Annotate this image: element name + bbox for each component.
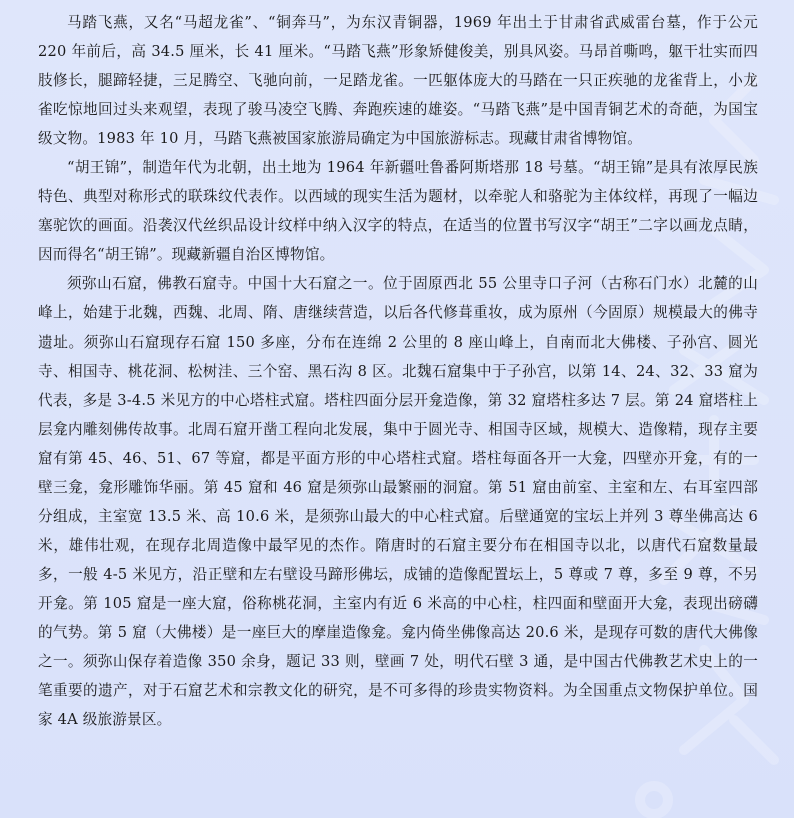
paragraph-horse-bronze: 马踏飞燕，又名“马超龙雀”、“铜奔马”，为东汉青铜器，1969 年出土于甘肃省武威雷台墓，作于公元 220 年前后，高 34.5 厘米，长 41 厘米。“马踏飞燕”形象矫健俊美，别具风姿。马昂首嘶鸣，躯干壮实而四肢修长，腿蹄轻捷，三足腾空、飞驰向前，一足踏龙雀。一匹躯体庞大的马踏在一只正疾驰的龙雀背上，小龙雀吃惊地回过头来观望，表现了骏马凌空飞腾、奔跑疾速的雄姿。“马踏飞燕”是中国青铜艺术的奇葩，为国宝级文物。1983 年 10 月，马踏飞燕被国家旅游局确定为中国旅游标志。现藏甘肃省博物馆。 [38, 14, 758, 148]
paragraph-xumishan-grottoes: 须弥山石窟，佛教石窟寺。中国十大石窟之一。位于固原西北 55 公里寺口子河（古称石门水）北麓的山峰上，始建于北魏，西魏、北周、隋、唐继续营造，以后各代修葺重妆，成为原州（今固原）规模最大的佛寺遗址。须弥山石窟现存石窟 150 多座，分布在连绵 2 公里的 8 座山峰上，自南而北大佛楼、子孙宫、圆光寺、相国寺、桃花洞、松树洼、三个窑、黑石沟 8 区。北魏石窟集中于子孙宫，以第 14、24、32、33 窟为代表，多是 3-4.5 米见方的中心塔柱式窟。塔柱四面分层开龛造像，第 32 窟塔柱多达 7 层。第 24 窟塔柱上层龛内雕刻佛传故事。北周石窟开凿工程向北发展，集中于圆光寺、相国寺区域，规模大、造像精，现存主要窟有第 45、46、51、67 等窟，都是平面方形的中心塔柱式窟。塔柱每面各开一大龛，四壁亦开龛，有的一壁三龛，龛形雕饰华丽。第 45 窟和 46 窟是须弥山最繁丽的洞窟。第 51 窟由前室、主室和左、右耳室四部分组成，主室宽 13.5 米、高 10.6 米，是须弥山最大的中心柱式窟。后壁通宽的宝坛上并列 3 尊坐佛高达 6 米，雄伟壮观，在现存北周造像中最罕见的杰作。隋唐时的石窟主要分布在相国寺以北，以唐代石窟数量最多，一般 4-5 米见方，沿正壁和左右壁设马蹄形佛坛，成铺的造像配置坛上，5 尊或 7 尊，多至 9 尊，不另开龛。第 105 窟是一座大窟，俗称桃花洞，主室内有近 6 米高的中心柱，柱四面和壁面开大龛，表现出磅礴的气势。第 5 窟（大佛楼）是一座巨大的摩崖造像龛。龛内倚坐佛像高达 20.6 米，是现存可数的唐代大佛像之一。须弥山保存着造像 350 余身，题记 33 则，壁画 7 处，明代石壁 3 通，是中国古代佛教艺术史上的一笔重要的遗产，对于石窟艺术和宗教文化的研究，是不可多得的珍贵实物资料。为全国重点文物保护单位。国家 4A 级旅游景区。 [38, 275, 758, 729]
article-text [38, 8, 758, 734]
paragraph-huwang-brocade: “胡王锦”，制造年代为北朝，出土地为 1964 年新疆吐鲁番阿斯塔那 18 号墓。“胡王锦”是具有浓厚民族特色、典型对称形式的联珠纹代表作。以西域的现实生活为题材，以牵驼人和骆驼为主体纹样，再现了一幅边塞驼饮的画面。沿袭汉代丝织品设计纹样中纳入汉字的特点，在适当的位置书写汉字“胡王”二字以画龙点睛，因而得名“胡王锦”。现藏新疆自治区博物馆。 [38, 159, 758, 264]
